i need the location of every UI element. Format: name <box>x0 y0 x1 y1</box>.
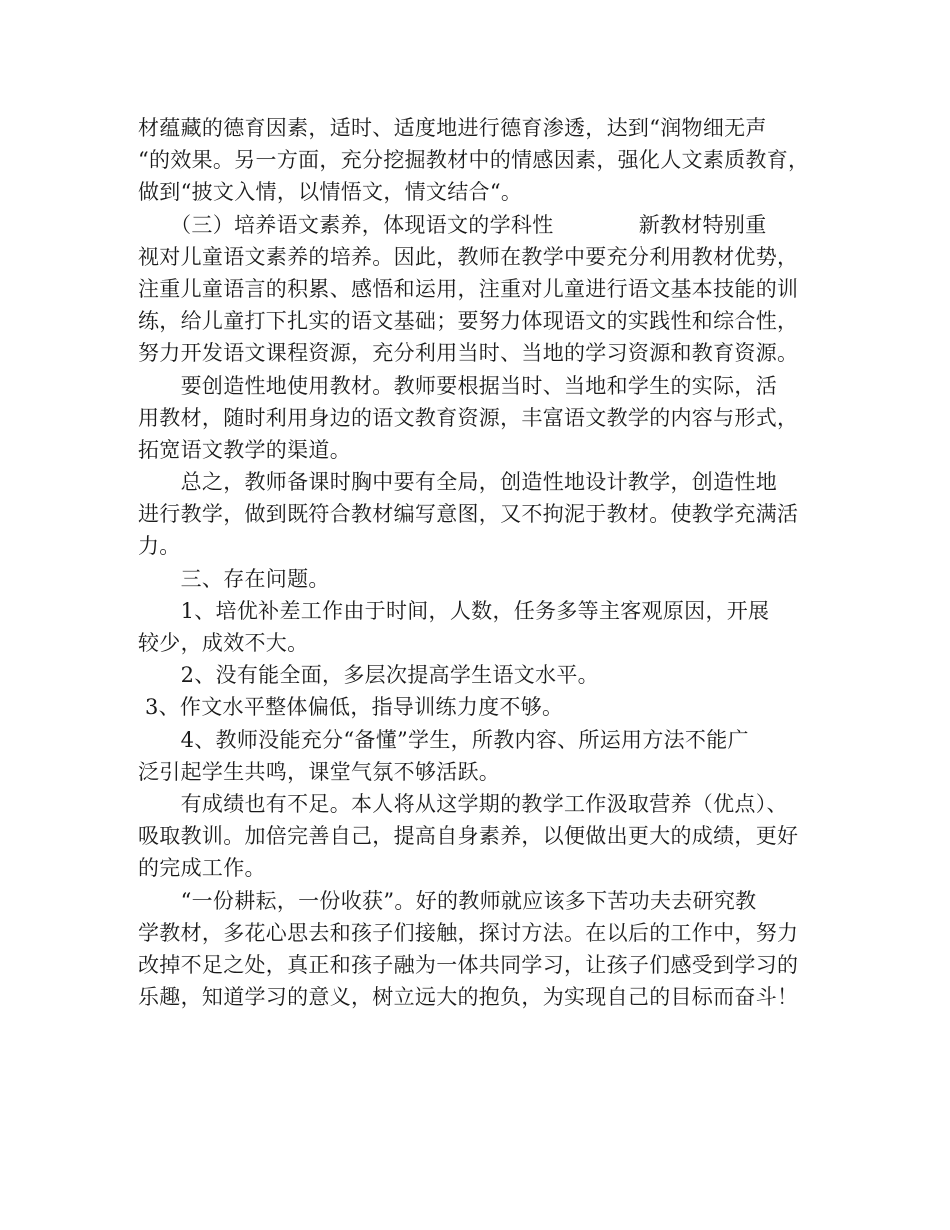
text-line: 改掉不足之处，真正和孩子融为一体共同学习，让孩子们感受到学习的 <box>138 952 799 977</box>
text-line: 有成绩也有不足。本人将从这学期的教学工作汲取营养（优点）、 <box>138 791 788 816</box>
text-line: “一份耕耘，一份收获”。好的教师就应该多下苦功夫去研究教 <box>138 888 757 913</box>
text-line: 吸取教训。加倍完善自己，提高自身素养，以便做出更大的成绩，更好 <box>138 824 799 849</box>
text-line: 三、存在问题。 <box>138 566 330 591</box>
text-line: 用教材，随时利用身边的语文教育资源，丰富语文教学的内容与形式， <box>138 405 799 430</box>
text-line: 泛引起学生共鸣，课堂气氛不够活跃。 <box>138 759 501 784</box>
document-body <box>138 112 818 1013</box>
text-line: 1、培优补差工作由于时间，人数，任务多等主客观原因，开展 <box>138 598 770 623</box>
text-line: 要创造性地使用教材。教师要根据当时、当地和学生的实际，活 <box>138 373 777 398</box>
text-line: 总之，教师备课时胸中要有全局，创造性地设计教学，创造性地 <box>138 470 777 495</box>
text-line: 进行教学，做到既符合教材编写意图，又不拘泥于教材。使教学充满活 <box>138 502 799 527</box>
text-line: 努力开发语文课程资源，充分利用当时、当地的学习资源和教育资源。 <box>138 341 799 366</box>
text-line: （三）培养语文素养，体现语文的学科性 新教材特别重 <box>138 212 767 237</box>
text-line: 3、作文水平整体偏低，指导训练力度不够。 <box>138 695 564 720</box>
text-line: 力。 <box>138 534 181 559</box>
text-line: 4、教师没能充分“备懂”学生，所教内容、所运用方法不能广 <box>138 727 749 752</box>
text-line: 视对儿童语文素养的培养。因此，教师在教学中要充分利用教材优势， <box>138 244 799 269</box>
text-line: 材蕴藏的德育因素，适时、适度地进行德育渗透，达到“润物细无声 <box>138 116 767 140</box>
text-line: 学教材，多花心思去和孩子们接触，探讨方法。在以后的工作中，努力 <box>138 920 799 945</box>
text-line: 拓宽语文教学的渠道。 <box>138 437 351 462</box>
text-line: 乐趣，知道学习的意义，树立远大的抱负，为实现自己的目标而奋斗！ <box>138 985 799 1010</box>
text-line: 2、没有能全面，多层次提高学生语文水平。 <box>138 663 599 688</box>
text-line: 做到“披文入情，以情悟文，情文结合“。 <box>138 180 523 205</box>
text-line: 注重儿童语言的积累、感悟和运用，注重对儿童进行语文基本技能的训 <box>138 276 799 301</box>
text-line: “的效果。另一方面，充分挖掘教材中的情感因素，强化人文素质教育， <box>138 148 810 173</box>
text-line: 较少，成效不大。 <box>138 631 309 655</box>
text-line: 练，给儿童打下扎实的语文基础；要努力体现语文的实践性和综合性， <box>138 309 799 334</box>
text-line: 的完成工作。 <box>138 856 266 881</box>
